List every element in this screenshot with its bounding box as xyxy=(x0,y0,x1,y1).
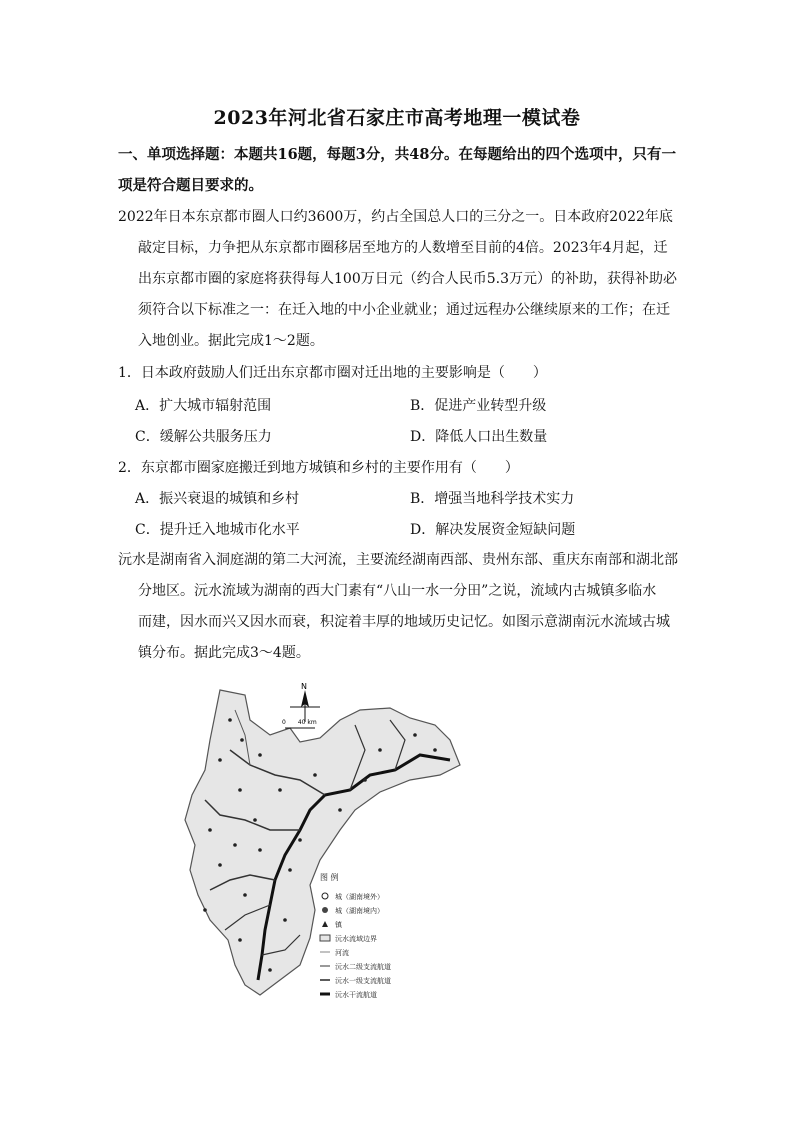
legend-item: 城（湖南境外） xyxy=(335,893,384,901)
question-2-option-a: A．振兴衰退的城镇和乡村 xyxy=(135,491,300,507)
legend-item: 沅水一级支流航道 xyxy=(335,977,391,985)
passage-line: 出东京都市圈的家庭将获得每人100万日元（约合人民币5.3万元）的补助，获得补助必 xyxy=(138,271,677,287)
passage-line: 镇分布。据此完成3～4题。 xyxy=(138,645,310,661)
passage-yuanshui xyxy=(118,545,678,669)
scale-label: 0 40 km xyxy=(282,719,317,726)
legend-item: 河流 xyxy=(335,949,349,957)
passage-line: 而建，因水而兴又因水而衰，积淀着丰厚的地域历史记忆。如图示意湖南沅水流域古城 xyxy=(138,614,670,630)
passage-line: 须符合以下标准之一：在迁入地的中小企业就业；通过远程办公继续原来的工作；在迁 xyxy=(138,302,670,318)
legend-item: 沅水干流航道 xyxy=(335,991,377,999)
north-arrow-icon xyxy=(290,690,320,722)
basin-area xyxy=(185,690,460,995)
legend-item: 镇 xyxy=(335,921,342,929)
legend-title: 图 例 xyxy=(320,873,339,882)
section-heading-line2: 项是符合题目要求的。 xyxy=(118,177,263,194)
legend-item: 沅水流域边界 xyxy=(335,935,377,943)
section-heading-line1: 一、单项选择题：本题共16题，每题3分，共48分。在每题给出的四个选项中，只有一 xyxy=(118,146,676,163)
section-heading xyxy=(118,139,678,201)
question-2-option-c: C．提升迁入地城市化水平 xyxy=(135,522,300,538)
yuanshui-basin-map xyxy=(150,680,570,1020)
passage-line: 入地创业。据此完成1～2题。 xyxy=(138,333,324,349)
page-title: 2023年河北省石家庄市高考地理一模试卷 xyxy=(213,107,581,129)
question-2-option-b: B．增强当地科学技术实力 xyxy=(410,491,575,507)
passage-line: 分地区。沅水流域为湖南的西大门素有“八山一水一分田”之说，流域内古城镇多临水 xyxy=(138,583,657,599)
question-1-option-d: D．降低人口出生数量 xyxy=(410,429,548,445)
passage-tokyo xyxy=(118,202,678,357)
passage-line: 2022年日本东京都市圈人口约3600万，约占全国总人口的三分之一。日本政府2022年底 xyxy=(118,209,673,225)
legend-item: 沅水二级支流航道 xyxy=(335,963,391,971)
question-1-stem: 1．日本政府鼓励人们迁出东京都市圈对迁出地的主要影响是（ ） xyxy=(118,365,547,381)
question-2-option-d: D．解决发展资金短缺问题 xyxy=(410,522,576,538)
passage-line: 敲定目标，力争把从东京都市圈移居至地方的人数增至目前的4倍。2023年4月起，迁 xyxy=(138,240,668,256)
question-1-option-b: B．促进产业转型升级 xyxy=(410,398,547,414)
question-1-option-a: A．扩大城市辐射范围 xyxy=(135,398,272,414)
legend-item: 城（湖南境内） xyxy=(335,907,384,915)
question-1-option-c: C．缓解公共服务压力 xyxy=(135,429,272,445)
question-2-stem: 2．东京都市圈家庭搬迁到地方城镇和乡村的主要作用有（ ） xyxy=(118,460,519,476)
map-legend xyxy=(320,872,391,999)
passage-line: 沅水是湖南省入洞庭湖的第二大河流，主要流经湖南西部、贵州东部、重庆东南部和湖北部 xyxy=(118,552,678,568)
north-label: N xyxy=(301,682,307,691)
